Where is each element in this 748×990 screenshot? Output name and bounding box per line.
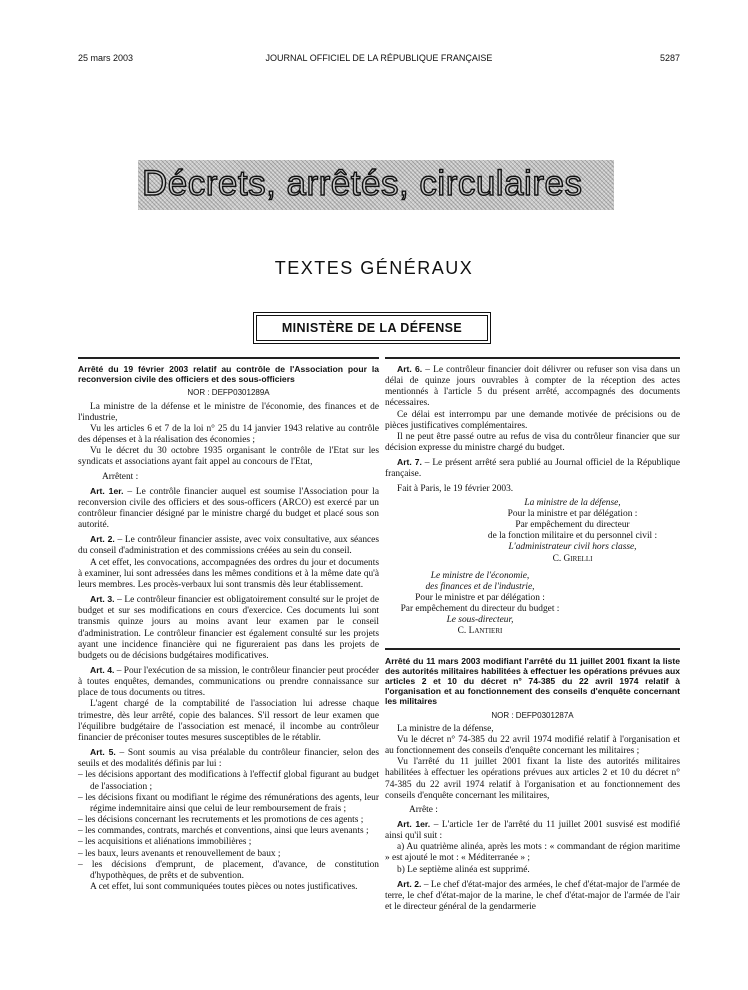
banner-title: Décrets, arrêtés, circulaires	[142, 164, 583, 203]
article-4: Art. 4. – Pour l'exécution de sa mission, le contrôleur financier peut procéder à toutes enquêtes, demandes, communications ou prendre connaissance sur place de tous documents ou titres.	[78, 665, 379, 699]
article-5-paragraph: A cet effet, lui sont communiquées toutes pièces ou notes justificatives.	[90, 881, 358, 892]
arrete1-visa-2: Vu le décret du 30 octobre 1935 organisant le contrôle de l'Etat sur les syndicats et associations ayant fait appel au concours de l'Etat,	[78, 446, 379, 468]
arrete2-article-1: Art. 1er. – L'article 1er de l'arrêté du 11 juillet 2001 susvisé est modifié ainsi qu'il suit :	[385, 819, 680, 842]
article-3: Art. 3. – Le contrôleur financier est obligatoirement consulté sur le projet de budget et sur ses modifications en cours d'exercice. Ces documents lui sont transmis quinze jours au moins avant leur examen par le conseil d'administration. Le contrôleur financier est également consulté sur les projets ayant une incidence financière qui ne figureraient pas dans les projets de budgets ou de décisions budgétaires modificatives.	[78, 594, 379, 661]
arrete1-title: Arrêté du 19 février 2003 relatif au contrôle de l'Association pour la reconversion civile des officiers et des sous-officiers	[78, 364, 379, 385]
article-1: Art. 1er. – Le contrôle financier auquel est soumise l'Association pour la reconversion civile des officiers et des sous-officers (ARCO) est exercé par un contrôleur financier désigné par le ministre chargé du budget et placé sous son autorité.	[78, 485, 379, 531]
article-separator	[385, 648, 680, 650]
signature-line: Par empêchement du directeur du budget :	[400, 604, 560, 615]
signature-date: Fait à Paris, le 19 février 2003.	[397, 483, 514, 494]
arrete1-arretent: Arrêtent :	[102, 471, 139, 482]
signature-line: de la fonction militaire et du personnel civil :	[487, 531, 658, 542]
arrete2-article-1-a: a) Au quatrième alinéa, après les mots : « commandant de région maritime » est ajouté le mot : « Méditerranée » ;	[385, 842, 680, 864]
arrete2-visa-1: Vu le décret n° 74-385 du 22 avril 1974 modifié relatif à l'organisation et au fonctionnement des conseils d'enquête concernant les militaires ;	[385, 734, 680, 757]
signature-block-defense	[465, 498, 680, 565]
arrete1-visa-1: Vu les articles 6 et 7 de la loi n° 25 du 14 janvier 1943 relative au contrôle des dépenses et à la réalisation des économies ;	[78, 423, 379, 446]
list-item: – les décisions fixant ou modifiant le régime des rémunérations des agents, leur régime indemnitaire ainsi que celui de leur remboursement de frais ;	[78, 792, 379, 814]
signature-line: Par empêchement du directeur	[515, 520, 630, 531]
list-item: – les commandes, contrats, marchés et conventions, ainsi que leurs avenants ;	[78, 826, 369, 837]
header-journal: JOURNAL OFFICIEL DE LA RÉPUBLIQUE FRANÇAISE	[265, 53, 493, 63]
header-date: 25 mars 2003	[78, 53, 134, 63]
arrete2-preamble: La ministre de la défense,	[397, 723, 494, 734]
signature-line: Le sous-directeur,	[446, 615, 514, 626]
arrete2-visa-2: Vu l'arrêté du 11 juillet 2001 fixant la liste des autorités militaires habilitées à effectuer les opérations prévues aux articles 2 et 10 du décret n° 74-385 du 22 avril 1974 relatif à l'organisation et au fonctionnement des conseils d'enquête concernant les militaires,	[385, 757, 680, 801]
arrete1-nor: NOR : DEFP0301289A	[187, 388, 270, 398]
right-column	[385, 364, 680, 913]
article-2-paragraph: A cet effet, les convocations, accompagnées des ordres du jour et documents à examiner, lui sont adressées dans les mêmes conditions et à la même date qu'à leurs membres. Les procès-verbaux lui sont transmis dès leur établissement.	[78, 557, 379, 590]
arrete2-article-1-b: b) Le septième alinéa est supprimé.	[397, 864, 530, 875]
signature-line: Le ministre de l'économie,	[430, 570, 530, 581]
arrete2-arrete: Arrête :	[409, 804, 438, 815]
arrete2-article-2: Art. 2. – Le chef d'état-major des armées, le chef d'état-major de l'armée de terre, le chef d'état-major de la marine, le chef d'état-major de l'armée de l'air et le directeur général de la gendarmerie	[385, 878, 680, 913]
list-item: – les décisions apportant des modifications à l'effectif global figurant au budget de l'association ;	[78, 770, 379, 792]
signatory-name: C. Lantieri	[457, 626, 503, 637]
signature-line: L'administrateur civil hors classe,	[508, 542, 637, 553]
article-2: Art. 2. – Le contrôleur financier assiste, avec voix consultative, aux séances du conseil d'administration et des commissions créées au sein du conseil.	[78, 534, 379, 557]
signature-line: Pour le ministre et par délégation :	[415, 592, 545, 603]
article-6-paragraph-2: Il ne peut être passé outre au refus de visa du contrôleur financier que sur décision expresse du ministre chargé du budget.	[385, 431, 680, 454]
signature-line: Pour la ministre et par délégation :	[507, 508, 638, 519]
list-item: – les décisions concernant les recrutements et les promotions de ces agents ;	[78, 815, 364, 826]
list-item: – les décisions d'emprunt, de placement, d'avance, de constitution d'hypothèques, de prêts et de subvention.	[78, 859, 379, 881]
list-item: – les acquisitions et aliénations immobilières ;	[78, 837, 252, 848]
article-7: Art. 7. – Le présent arrêté sera publié au Journal officiel de la République française.	[385, 457, 681, 480]
signature-line: des finances et de l'industrie,	[425, 581, 535, 592]
ministry-box: MINISTÈRE DE LA DÉFENSE	[256, 315, 488, 341]
article-6: Art. 6. – Le contrôleur financier doit délivrer ou refuser son visa dans un délai de quinze jours ouvrables à compter de la réception des actes mentionnés à l'article 5 du présent arrêté, accompagnés des documents nécessaires.	[385, 364, 681, 409]
arrete2-nor: NOR : DEFP0301287A	[491, 710, 574, 720]
header-page-number: 5287	[659, 53, 680, 63]
section-title: TEXTES GÉNÉRAUX	[274, 258, 474, 278]
article-4-paragraph: L'agent chargé de la comptabilité de l'association lui adresse chaque trimestre, dès leur arrêté, copie des balances. S'il ressort de leur examen que l'équilibre budgétaire de l'association est menacé, il incombe au contrôleur financier de préconiser toutes mesures susceptibles de le rétablir.	[78, 699, 379, 743]
article-6-paragraph-1: Ce délai est interrompu par une demande motivée de précisions ou de pièces justificatives complémentaires.	[385, 409, 680, 431]
list-item: – les baux, leurs avenants et renouvellement de baux ;	[78, 848, 281, 859]
article-5-list	[78, 770, 379, 882]
column-rule-right	[385, 357, 680, 359]
signatory-name: C. Girelli	[552, 553, 593, 564]
signature-block-economie	[385, 571, 575, 638]
section-banner	[138, 160, 614, 210]
article-5: Art. 5. – Sont soumis au visa préalable du contrôleur financier, selon des seuils et des modalités définis par lui :	[78, 747, 380, 770]
left-column	[78, 364, 379, 893]
arrete2-title: Arrêté du 11 mars 2003 modifiant l'arrêté du 11 juillet 2001 fixant la liste des autorités militaires habilitées à effectuer les opérations prévues aux articles 2 et 10 du décret n° 74-385 du 22 avril 1974 relatif à l'organisation et au fonctionnement des conseils d'enquête concernant les militaires	[385, 655, 680, 707]
signature-line: La ministre de la défense,	[524, 497, 621, 508]
arrete1-preamble: La ministre de la défense et le ministre de l'économie, des finances et de l'industrie,	[78, 401, 379, 423]
column-rule-left	[78, 357, 379, 359]
